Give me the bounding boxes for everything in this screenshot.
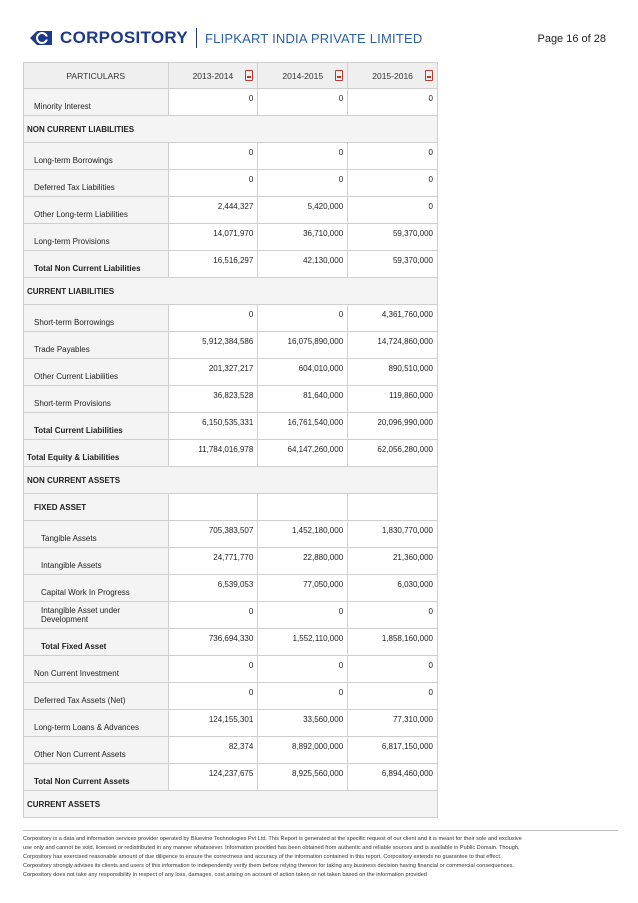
- cell-value: 0: [258, 170, 348, 197]
- cell-value: 24,771,770: [168, 548, 258, 575]
- row-label: Tangible Assets: [24, 521, 169, 548]
- cell-value: 42,130,000: [258, 251, 348, 278]
- cell-value: 6,150,535,331: [168, 413, 258, 440]
- section-title: CURRENT ASSETS: [24, 791, 438, 818]
- table-row-total: [24, 629, 438, 656]
- report-header: [0, 0, 638, 60]
- cell-value: 0: [348, 683, 438, 710]
- column-header-particulars: PARTICULARS: [24, 63, 169, 89]
- row-label: Minority Interest: [24, 89, 169, 116]
- cell-value: 0: [348, 656, 438, 683]
- table-row: [24, 89, 438, 116]
- row-label: Capital Work In Progress: [24, 575, 169, 602]
- table-row-total: [24, 251, 438, 278]
- cell-value: 11,784,016,978: [168, 440, 258, 467]
- cell-value: 1,452,180,000: [258, 521, 348, 548]
- cell-value: 14,071,970: [168, 224, 258, 251]
- year-label: 2015-2016: [372, 70, 413, 81]
- table-row: [24, 359, 438, 386]
- cell-value: 0: [348, 143, 438, 170]
- disclaimer-line: Corpository does not take any responsibility in respect of any loss, damages, cost arising on account of action taken or not taken based on the information provided: [23, 872, 427, 878]
- row-label: Other Non Current Assets: [24, 737, 169, 764]
- table-row: [24, 602, 438, 629]
- cell-value: 6,539,053: [168, 575, 258, 602]
- cell-value: 0: [168, 305, 258, 332]
- cell-value: 0: [258, 305, 348, 332]
- table-row: [24, 737, 438, 764]
- cell-value: 4,361,760,000: [348, 305, 438, 332]
- cell-value: 604,010,000: [258, 359, 348, 386]
- cell-value: 0: [348, 197, 438, 224]
- table-row-subsection: [24, 494, 438, 521]
- section-title: NON CURRENT LIABILITIES: [24, 116, 438, 143]
- row-label: Deferred Tax Liabilities: [24, 170, 169, 197]
- row-label: Trade Payables: [24, 332, 169, 359]
- cell-value: 0: [258, 602, 348, 629]
- table-row-total: [24, 440, 438, 467]
- table-row: [24, 683, 438, 710]
- cell-value: 0: [258, 89, 348, 116]
- row-label: FIXED ASSET: [24, 494, 169, 521]
- row-label: Deferred Tax Assets (Net): [24, 683, 169, 710]
- disclaimer-line: Corpository strongly advises its clients and users of this information to independently verify them before relying thereon for taking any business decision having financial or commercial consequences.: [23, 863, 514, 869]
- row-label: Total Fixed Asset: [24, 629, 169, 656]
- cell-value: 5,420,000: [258, 197, 348, 224]
- row-label: Long-term Borrowings: [24, 143, 169, 170]
- table-row: [24, 332, 438, 359]
- row-label: Other Current Liabilities: [24, 359, 169, 386]
- row-label: Long-term Provisions: [24, 224, 169, 251]
- table-row: [24, 575, 438, 602]
- row-label: Total Non Current Liabilities: [24, 251, 169, 278]
- cell-value: 6,817,150,000: [348, 737, 438, 764]
- cell-value: 890,510,000: [348, 359, 438, 386]
- cell-value: 64,147,260,000: [258, 440, 348, 467]
- cell-value: 0: [168, 656, 258, 683]
- pdf-download-icon[interactable]: [335, 70, 343, 81]
- cell-value: 124,237,675: [168, 764, 258, 791]
- table-row: [24, 224, 438, 251]
- table-row: [24, 386, 438, 413]
- cell-value: 0: [258, 683, 348, 710]
- row-label: Short-term Provisions: [24, 386, 169, 413]
- row-label: Intangible Assets: [24, 548, 169, 575]
- cell-value: 0: [348, 89, 438, 116]
- cell-value: 14,724,860,000: [348, 332, 438, 359]
- cell-value: 16,075,890,000: [258, 332, 348, 359]
- cell-value: 59,370,000: [348, 251, 438, 278]
- cell-value: 0: [258, 143, 348, 170]
- cell-value: 36,710,000: [258, 224, 348, 251]
- cell-value: 119,860,000: [348, 386, 438, 413]
- cell-value: 201,327,217: [168, 359, 258, 386]
- cell-value: 77,310,000: [348, 710, 438, 737]
- header-divider: [196, 28, 197, 48]
- section-title: CURRENT LIABILITIES: [24, 278, 438, 305]
- row-label: Total Equity & Liabilities: [24, 440, 169, 467]
- cell-value: 22,880,000: [258, 548, 348, 575]
- cell-value: 8,925,560,000: [258, 764, 348, 791]
- cell-value: 36,823,528: [168, 386, 258, 413]
- cell-value: 705,383,507: [168, 521, 258, 548]
- table-row-total: [24, 764, 438, 791]
- cell-value: 77,050,000: [258, 575, 348, 602]
- cell-value: 0: [168, 143, 258, 170]
- section-title: NON CURRENT ASSETS: [24, 467, 438, 494]
- year-label: 2013-2014: [192, 70, 234, 81]
- section-row: [24, 278, 438, 305]
- table-row: [24, 143, 438, 170]
- row-label: Non Current Investment: [24, 656, 169, 683]
- cell-value: 8,892,000,000: [258, 737, 348, 764]
- row-label: Total Non Current Assets: [24, 764, 169, 791]
- column-header-year: [258, 63, 348, 89]
- cell-value: 6,030,000: [348, 575, 438, 602]
- cell-value: 62,056,280,000: [348, 440, 438, 467]
- page-number: Page 16 of 28: [537, 33, 606, 45]
- year-label: 2014-2015: [282, 70, 324, 81]
- balance-sheet-table: [23, 62, 438, 818]
- table-header-row: [24, 63, 438, 89]
- cell-value: 16,761,540,000: [258, 413, 348, 440]
- cell-value: 0: [348, 602, 438, 629]
- table-row: [24, 170, 438, 197]
- cell-value: 0: [348, 170, 438, 197]
- table-row: [24, 656, 438, 683]
- cell-value: [168, 494, 258, 521]
- row-label: Short-term Borrowings: [24, 305, 169, 332]
- cell-value: 5,912,384,586: [168, 332, 258, 359]
- corpository-logo[interactable]: [28, 28, 422, 48]
- cell-value: 124,155,301: [168, 710, 258, 737]
- pdf-download-icon[interactable]: [425, 70, 433, 81]
- section-row: [24, 791, 438, 818]
- cell-value: 59,370,000: [348, 224, 438, 251]
- row-label: Intangible Asset under Development: [24, 602, 169, 629]
- disclaimer-line: Corpository has exercised reasonable amount of due diligence to ensure the correctness and accuracy of the information contained in this report, Corpository extends no guarantee to that effect.: [23, 854, 502, 860]
- cell-value: 16,516,297: [168, 251, 258, 278]
- cell-value: 0: [258, 656, 348, 683]
- disclaimer-footer: [23, 830, 618, 880]
- cell-value: [258, 494, 348, 521]
- brand-name: CORPOSITORY: [60, 28, 188, 47]
- table-row: [24, 521, 438, 548]
- cell-value: 6,894,460,000: [348, 764, 438, 791]
- disclaimer-line: Corpository is a data and information services provider operated by Bluevine Technologies Pvt Ltd. This Report is generated at the specific request of our client and it is meant for their sole and exclusive: [23, 836, 522, 842]
- corpository-logo-icon: [28, 28, 54, 48]
- row-label: Total Current Liabilities: [24, 413, 169, 440]
- table-row: [24, 548, 438, 575]
- section-row: [24, 467, 438, 494]
- table-row: [24, 197, 438, 224]
- pdf-download-icon[interactable]: [245, 70, 253, 81]
- cell-value: 82,374: [168, 737, 258, 764]
- cell-value: [348, 494, 438, 521]
- cell-value: 736,694,330: [168, 629, 258, 656]
- cell-value: 81,640,000: [258, 386, 348, 413]
- company-name: FLIPKART INDIA PRIVATE LIMITED: [205, 30, 423, 46]
- cell-value: 2,444,327: [168, 197, 258, 224]
- row-label: Other Long-term Liabilities: [24, 197, 169, 224]
- row-label: Long-term Loans & Advances: [24, 710, 169, 737]
- cell-value: 1,858,160,000: [348, 629, 438, 656]
- cell-value: 0: [168, 602, 258, 629]
- cell-value: 0: [168, 683, 258, 710]
- section-row: [24, 116, 438, 143]
- table-row: [24, 305, 438, 332]
- cell-value: 20,096,990,000: [348, 413, 438, 440]
- disclaimer-line: use only and cannot be sold, licensed or redistributed in any manner whatsoever. Information provided has been obtained from authentic and reliable sources and is available in Public Domain. Though,: [23, 845, 520, 851]
- cell-value: 1,552,110,000: [258, 629, 348, 656]
- cell-value: 33,560,000: [258, 710, 348, 737]
- cell-value: 0: [168, 170, 258, 197]
- column-header-year: [168, 63, 258, 89]
- cell-value: 21,360,000: [348, 548, 438, 575]
- table-row-total: [24, 413, 438, 440]
- table-row: [24, 710, 438, 737]
- cell-value: 1,830,770,000: [348, 521, 438, 548]
- column-header-year: [348, 63, 438, 89]
- cell-value: 0: [168, 89, 258, 116]
